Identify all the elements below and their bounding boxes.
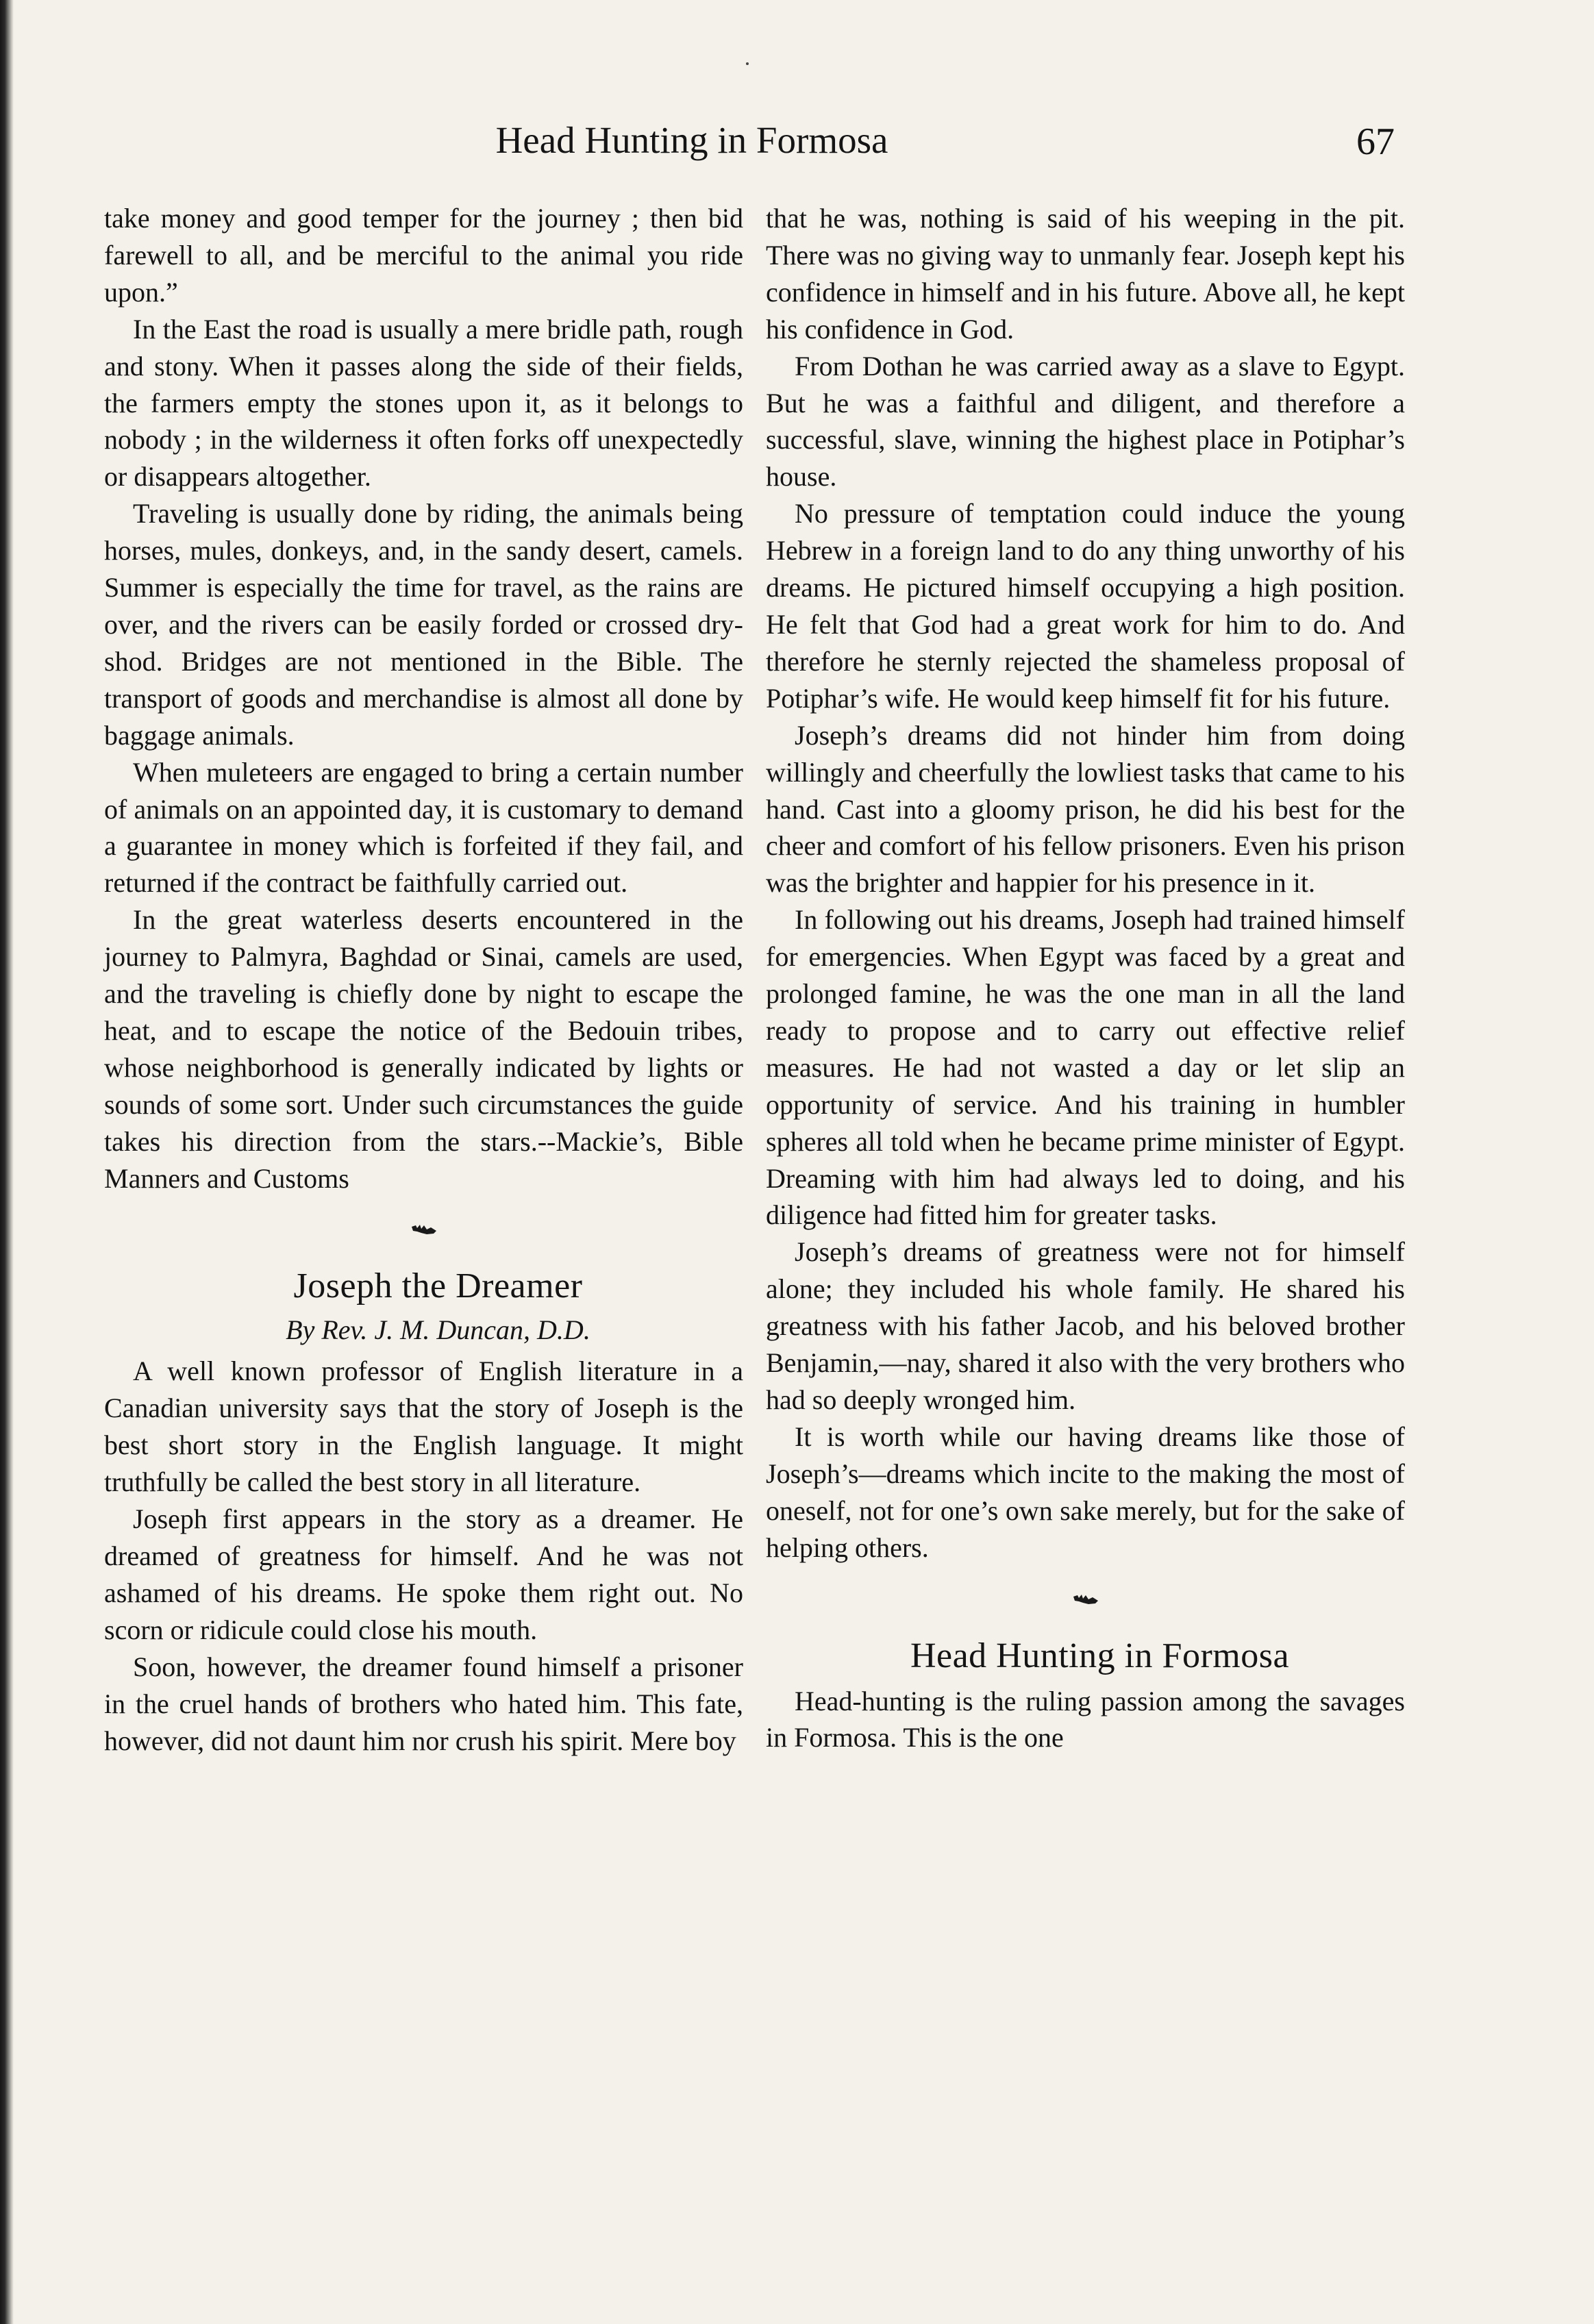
paragraph: that he was, nothing is said of his weeping in the pit. There was no giving way to unmanly fear. Joseph kept his confidence in himself and in his future. Above all, he kept his confidence in God.	[766, 203, 1405, 345]
paragraph: Soon, however, the dreamer found himself a prisoner in the cruel hands of brothers who hated him. This fate, however, did not daunt him nor crush his spirit. Mere boy	[104, 1651, 743, 1756]
hand-ornament-icon	[410, 1221, 438, 1238]
section-divider-ornament	[766, 1566, 1405, 1632]
paragraph: Joseph first appears in the story as a dreamer. He dreamed of greatness for himself. And he was not ashamed of his dreams. He spoke them right out. No scorn or ridicule could close his mouth.	[104, 1503, 743, 1645]
running-title: Head Hunting in Formosa	[495, 119, 888, 161]
paragraph: Traveling is usually done by riding, the animals being horses, mules, donkeys, and, in the sandy desert, camels. Summer is especially the time for travel, as the rains are over, and the rivers can be easily forded or crossed dry-shod. Bridges are not mentioned in the Bible. The transport of goods and merchandise is almost all done by baggage animals.	[104, 498, 743, 751]
paragraph: Joseph’s dreams of greatness were not for himself alone; they included his whole family. He shared his greatness with his father Jacob, and his beloved brother Benjamin,—nay, shared it also with the very brothers who had so deeply wronged him.	[766, 1236, 1405, 1415]
paragraph: take money and good temper for the journey ; then bid farewell to all, and be merciful to the animal you ride upon.”	[104, 203, 743, 308]
section-divider-ornament	[104, 1197, 743, 1262]
page-spine-shadow	[0, 0, 14, 2324]
article-title: Head Hunting in Formosa	[910, 1636, 1290, 1675]
hand-ornament-icon	[1072, 1591, 1099, 1608]
left-column	[104, 200, 743, 1759]
paragraph: Head-hunting is the ruling passion among the savages in Formosa. This is the one	[766, 1685, 1405, 1753]
print-speck	[746, 62, 749, 65]
paragraph: When muleteers are engaged to bring a certain number of animals on an appointed day, it is customary to demand a guarantee in money which is forfeited if they fail, and returned if the contract be faithfully carried out.	[104, 756, 743, 899]
paragraph: Joseph’s dreams did not hinder him from doing willingly and cheerfully the lowliest tasks that came to his hand. Cast into a gloomy prison, he did his best for the cheer and comfort of his fellow prisoners. Even his prison was the brighter and happier for his presence in it.	[766, 719, 1405, 899]
paragraph: No pressure of temptation could induce the young Hebrew in a foreign land to do any thing unworthy of his dreams. He pictured himself occupying a high position. He felt that God had a great work for him to do. And therefore he sternly rejected the shameless proposal of Potiphar’s wife. He would keep himself fit for his future.	[766, 498, 1405, 714]
paragraph: In following out his dreams, Joseph had trained himself for emergencies. When Egypt was faced by a great and prolonged famine, he was the one man in all the land ready to propose and to carry out effective relief measures. He had not wasted a day or let slip an opportunity of service. And his training in humbler spheres all told when he became prime minister of Egypt. Dreaming with him had always led to doing, and his diligence had fitted him for greater tasks.	[766, 904, 1405, 1231]
paragraph: From Dothan he was carried away as a slave to Egypt. But he was a faithful and diligent, and therefore a successful, slave, winning the highest place in Potiphar’s house.	[766, 350, 1405, 492]
paragraph: In the East the road is usually a mere bridle path, rough and stony. When it passes along the side of their fields, the farmers empty the stones upon it, as it belongs to nobody ; in the wilderness it often forks off unexpectedly or disappears altogether.	[104, 313, 743, 492]
article-title: Joseph the Dreamer	[293, 1266, 583, 1306]
paragraph: It is worth while our having dreams like those of Joseph’s—dreams which incite to the making the most of oneself, not for one’s own sake merely, but for the sake of helping others.	[766, 1421, 1405, 1563]
paragraph: A well known professor of English literature in a Canadian university says that the story of Joseph is the best short story in the English language. It might truthfully be called the best story in all literature.	[104, 1355, 743, 1498]
page-number: 67	[1356, 121, 1395, 163]
article-byline: By Rev. J. M. Duncan, D.D.	[286, 1314, 590, 1346]
page-header	[0, 116, 1594, 171]
right-column	[766, 200, 1405, 1756]
paragraph: In the great waterless deserts encountered in the journey to Palmyra, Baghdad or Sinai, camels are used, and the traveling is chiefly done by night to escape the heat, and to escape the notice of the Bedouin tribes, whose neighborhood is generally indicated by lights or sounds of some sort. Under such circumstances the guide takes his direction from the stars.--Mackie’s, Bible Manners and Customs	[104, 904, 743, 1194]
